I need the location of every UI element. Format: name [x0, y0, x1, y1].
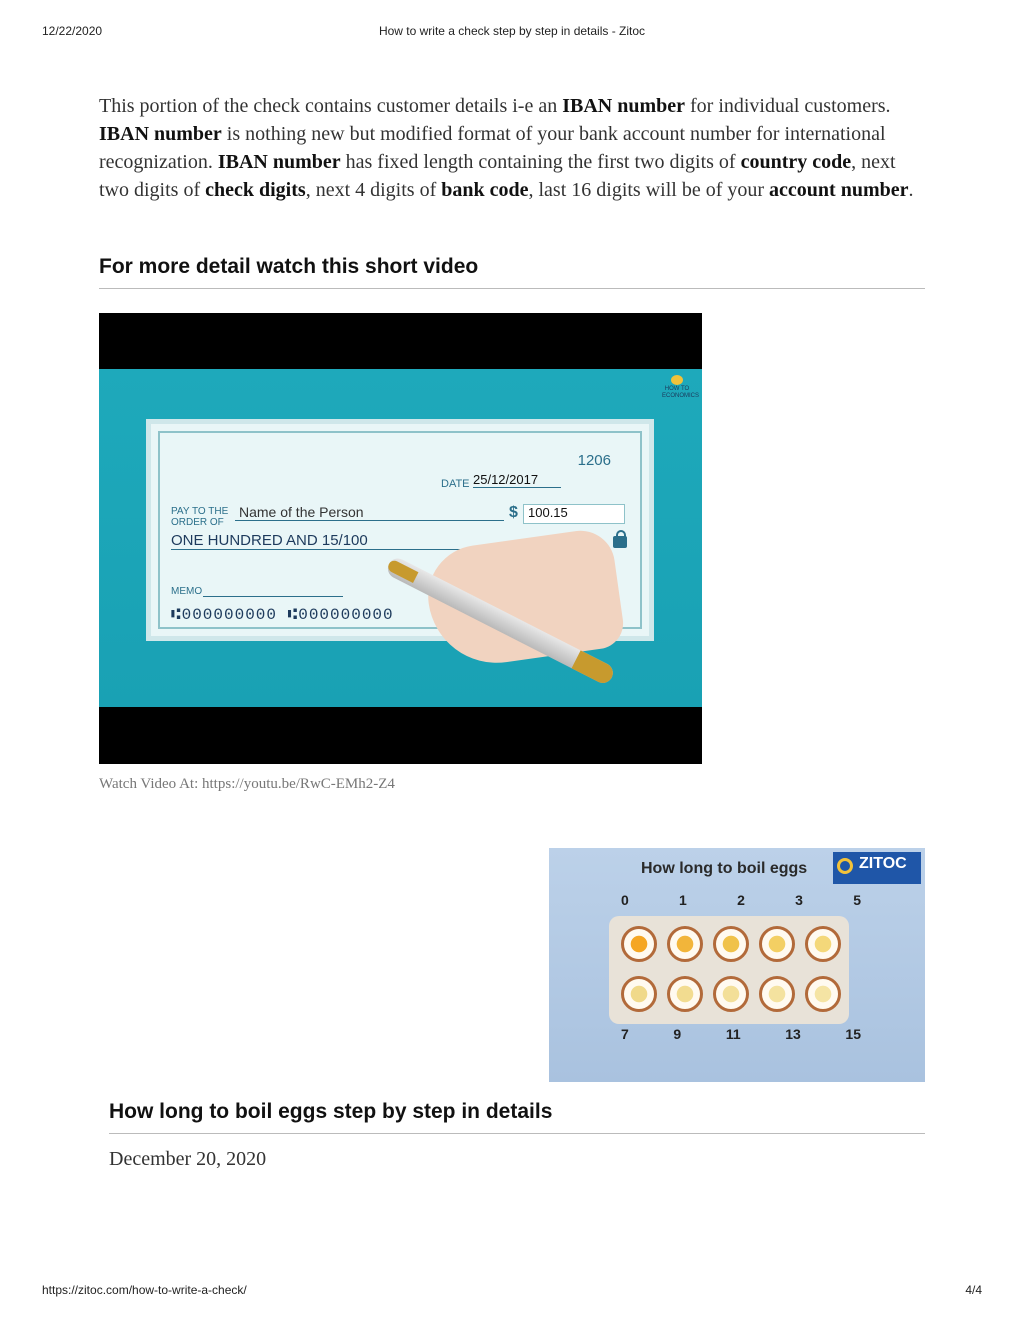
paragraph-text: for individual customers.: [685, 95, 891, 117]
egg-illustration: [621, 926, 657, 962]
minute-label: 7: [621, 1026, 629, 1042]
check-date-value: 25/12/2017: [473, 472, 561, 488]
paragraph-text: , last 16 digits will be of your: [528, 179, 770, 201]
minute-label: 9: [673, 1026, 682, 1042]
channel-logo: HOW TO ECONOMICS: [662, 375, 692, 403]
print-header: [42, 24, 982, 40]
check-memo-label: MEMO: [171, 586, 203, 597]
zitoc-logo: ZITOC: [833, 852, 921, 884]
minute-label: 0: [621, 892, 629, 908]
egg-illustration: [667, 976, 703, 1012]
check-amount: 100.15: [523, 504, 625, 524]
related-post-title[interactable]: How long to boil eggs step by step in details: [109, 1100, 925, 1134]
print-page-number: 4/4: [965, 1283, 982, 1297]
egg-illustration: [805, 976, 841, 1012]
video-frame: [99, 369, 702, 707]
bold-term: IBAN number: [217, 151, 341, 173]
check-pay-label: PAY TO THE ORDER OF: [171, 506, 229, 528]
egg-illustration: [713, 926, 749, 962]
section-heading: For more detail watch this short video: [99, 255, 925, 289]
minute-label: 3: [795, 892, 803, 908]
check-written-amount: ONE HUNDRED AND 15/100: [171, 532, 501, 550]
minute-label: 2: [737, 892, 745, 908]
video-caption: Watch Video At: https://youtu.be/RwC-EMh2-Z4: [99, 776, 395, 792]
article-paragraph: [99, 92, 929, 204]
related-post-date: December 20, 2020: [109, 1148, 267, 1170]
minute-label: 5: [853, 892, 861, 908]
bold-term: check digits: [205, 179, 306, 201]
paragraph-text: , next 4 digits of: [305, 179, 442, 201]
minute-label: 1: [679, 892, 687, 908]
bold-term: IBAN number: [562, 95, 685, 117]
egg-illustration: [621, 976, 657, 1012]
minutes-bottom-row: [621, 1026, 861, 1042]
video-embed[interactable]: [99, 313, 702, 764]
minute-label: 11: [725, 1026, 741, 1042]
print-page-title: How to write a check step by step in details - Zitoc: [378, 24, 646, 38]
check-dollar-sign: $: [509, 504, 518, 521]
bold-term: IBAN number: [99, 123, 222, 145]
paragraph-text: , next two digits of: [99, 151, 896, 201]
paragraph-text: is nothing new but modified format of your bank account number for international recognization.: [99, 123, 886, 173]
check-memo-line: [203, 596, 343, 597]
egg-illustration: [759, 976, 795, 1012]
lock-icon: [613, 536, 627, 548]
bold-term: bank code: [441, 179, 529, 201]
check-number: 1206: [577, 452, 611, 469]
paragraph-text: has fixed length containing the first two digits of: [340, 151, 741, 173]
print-date: 12/22/2020: [42, 24, 103, 38]
print-url: https://zitoc.com/how-to-write-a-check/: [42, 1283, 247, 1297]
egg-illustration: [713, 976, 749, 1012]
egg-illustration: [759, 926, 795, 962]
bold-term: country code: [740, 151, 852, 173]
check-payee: Name of the Person: [235, 504, 504, 521]
bold-term: account number: [769, 179, 909, 201]
paragraph-text: This portion of the check contains customer details i-e an: [99, 95, 563, 117]
egg-carton: [609, 916, 849, 1024]
check-date-label: DATE: [441, 478, 470, 490]
eggs-image-title: How long to boil eggs: [641, 860, 808, 877]
paragraph-text: .: [908, 179, 914, 201]
related-post-image[interactable]: [549, 848, 925, 1082]
print-footer: [42, 1283, 982, 1299]
egg-illustration: [805, 926, 841, 962]
minute-label: 13: [785, 1026, 801, 1042]
egg-illustration: [667, 926, 703, 962]
minute-label: 15: [845, 1026, 861, 1042]
minutes-top-row: [621, 892, 861, 908]
check-micr-line: ⑆000000000 ⑆000000000: [171, 606, 394, 624]
